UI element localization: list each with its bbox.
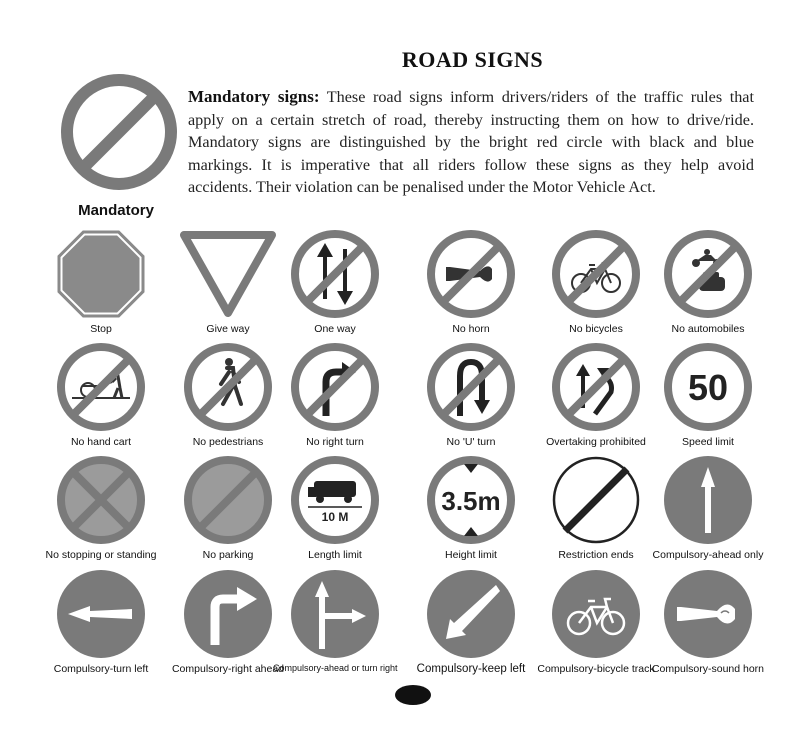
pedestrian-icon bbox=[183, 342, 273, 432]
sign-overtaking-prohibited bbox=[534, 342, 658, 448]
speed-limit-icon bbox=[663, 342, 753, 432]
sign-ahead-or-turn-right bbox=[273, 569, 397, 673]
sign-one-way bbox=[273, 229, 397, 335]
truck-length-icon bbox=[290, 455, 380, 545]
sign-speed-limit bbox=[646, 342, 770, 448]
length-value: 10 M bbox=[321, 510, 349, 524]
sign-label: Overtaking prohibited bbox=[546, 436, 646, 448]
sign-turn-left bbox=[39, 569, 163, 675]
bicycle-icon bbox=[551, 229, 641, 319]
sign-label: One way bbox=[314, 323, 356, 335]
sign-no-parking bbox=[166, 455, 290, 561]
sign-label: No stopping or standing bbox=[45, 549, 157, 561]
stop-octagon-icon bbox=[56, 229, 146, 319]
one-way-arrows-icon bbox=[290, 229, 380, 319]
no-stopping-cross-icon bbox=[56, 455, 146, 545]
sign-sound-horn bbox=[646, 569, 770, 675]
motorbike-car-icon bbox=[663, 229, 753, 319]
arrow-ahead-or-right-icon bbox=[290, 569, 380, 659]
sign-label: No 'U' turn bbox=[446, 436, 496, 448]
hand-cart-icon bbox=[56, 342, 146, 432]
sign-label: No bicycles bbox=[569, 323, 623, 335]
sign-label: No automobiles bbox=[671, 323, 745, 335]
overtaking-arrows-icon bbox=[551, 342, 641, 432]
sound-horn-icon bbox=[663, 569, 753, 659]
sign-label: Compulsory-ahead only bbox=[652, 549, 764, 561]
sign-ahead-only bbox=[646, 455, 770, 561]
sign-label: No right turn bbox=[306, 436, 364, 448]
sign-no-bicycles bbox=[534, 229, 658, 335]
sign-restriction-ends bbox=[534, 455, 658, 561]
sign-label: No hand cart bbox=[70, 436, 132, 448]
give-way-triangle-icon bbox=[178, 229, 278, 319]
sign-label: No horn bbox=[452, 323, 490, 335]
sign-height-limit bbox=[409, 455, 533, 561]
bicycle-track-icon bbox=[551, 569, 641, 659]
right-turn-arrow-icon bbox=[290, 342, 380, 432]
sign-label: Give way bbox=[206, 323, 250, 335]
sign-label: Length limit bbox=[308, 549, 362, 561]
sign-length-limit bbox=[273, 455, 397, 561]
arrow-left-icon bbox=[56, 569, 146, 659]
mandatory-label: Mandatory bbox=[78, 202, 154, 219]
sign-no-right-turn bbox=[273, 342, 397, 448]
sign-no-u-turn bbox=[409, 342, 533, 448]
no-parking-slash-icon bbox=[183, 455, 273, 545]
sign-no-stopping bbox=[39, 455, 163, 561]
arrow-up-icon bbox=[663, 455, 753, 545]
sign-no-hand-cart bbox=[39, 342, 163, 448]
restriction-ends-slash-icon bbox=[551, 455, 641, 545]
sign-no-pedestrians bbox=[166, 342, 290, 448]
sign-label: Speed limit bbox=[682, 436, 734, 448]
sign-label: Compulsory-keep left bbox=[416, 663, 526, 675]
sign-label: Restriction ends bbox=[558, 549, 634, 561]
intro-paragraph bbox=[188, 86, 754, 199]
sign-keep-left bbox=[409, 569, 533, 675]
sign-label: Compulsory-ahead or turn right bbox=[273, 663, 398, 673]
sign-give-way bbox=[166, 229, 290, 335]
sign-no-horn bbox=[409, 229, 533, 335]
sign-label: Compulsory-bicycle track bbox=[537, 663, 655, 675]
horn-icon bbox=[426, 229, 516, 319]
sign-no-automobiles bbox=[646, 229, 770, 335]
height-limit-icon bbox=[426, 455, 516, 545]
page-number-marker bbox=[394, 684, 432, 706]
intro-lead: Mandatory signs: bbox=[188, 87, 320, 106]
sign-label: No pedestrians bbox=[192, 436, 264, 448]
intro-body: These road signs inform drivers/riders of the traffic rules that apply on a certain stretch of road, thereby instructing them on how to drive/ride. Mandatory signs are distinguished by the bright red circle with black and blue markings. It is imperative that all riders follow these signs as they help avoid accidents. Their violation can be penalised under the Motor Vehicle Act. bbox=[188, 88, 754, 197]
sign-stop bbox=[39, 229, 163, 335]
mandatory-prohibition-icon bbox=[57, 70, 181, 194]
sign-bicycle-track bbox=[534, 569, 658, 675]
speed-value: 50 bbox=[687, 367, 729, 408]
sign-right-ahead bbox=[166, 569, 290, 675]
arrow-right-turn-icon bbox=[183, 569, 273, 659]
sign-label: No parking bbox=[202, 549, 254, 561]
sign-label: Stop bbox=[90, 323, 112, 335]
sign-label: Height limit bbox=[445, 549, 497, 561]
u-turn-arrow-icon bbox=[426, 342, 516, 432]
sign-label: Compulsory-turn left bbox=[53, 663, 149, 675]
height-value: 3.5m bbox=[441, 486, 501, 516]
sign-label: Compulsory-right ahead bbox=[171, 663, 285, 675]
arrow-keep-left-icon bbox=[426, 569, 516, 659]
page-title: ROAD SIGNS bbox=[401, 47, 544, 72]
sign-label: Compulsory-sound horn bbox=[651, 663, 765, 675]
